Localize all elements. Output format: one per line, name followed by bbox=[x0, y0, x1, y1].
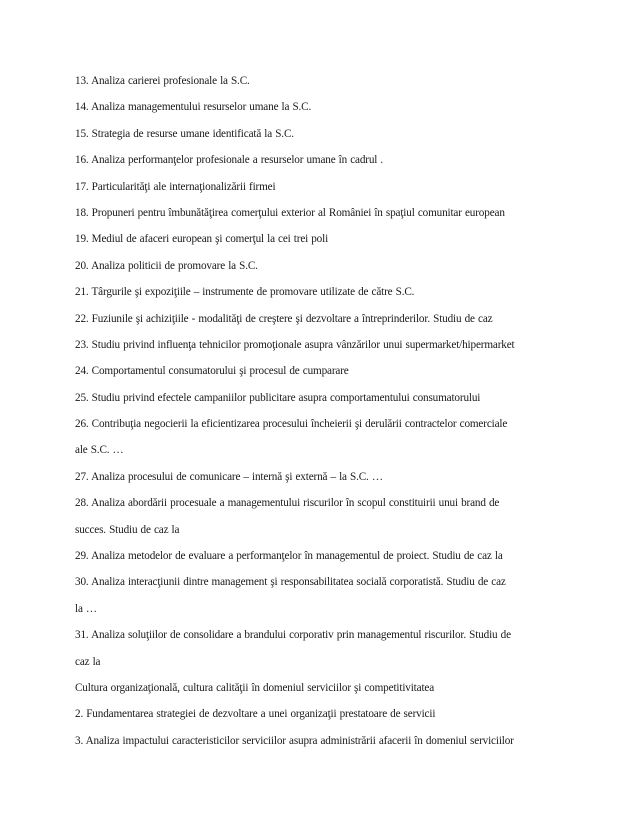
list-item: 19. Mediul de afaceri european şi comerţul la cei trei poli bbox=[75, 233, 329, 246]
list-item: 3. Analiza impactului caracteristicilor serviciilor asupra administrării afacerii în domeniul serviciilor bbox=[75, 734, 514, 747]
list-item: 20. Analiza politicii de promovare la S.C. bbox=[75, 259, 258, 272]
list-item-continuation: ale S.C. … bbox=[75, 444, 124, 457]
list-item: 13. Analiza carierei profesionale la S.C. bbox=[75, 75, 250, 87]
topic-list bbox=[75, 71, 555, 757]
list-item: 26. Contribuţia negocierii la eficientizarea procesului încheierii şi derulării contractelor comerciale bbox=[75, 418, 508, 431]
list-item: 28. Analiza abordării procesuale a managementului riscurilor în scopul constituirii unui brand de bbox=[75, 497, 500, 510]
list-item: 29. Analiza metodelor de evaluare a performanţelor în managementul de proiect. Studiu de caz la bbox=[75, 550, 503, 563]
list-item: 18. Propuneri pentru îmbunătăţirea comerţului exterior al României în spaţiul comunitar european bbox=[75, 206, 505, 219]
list-item-continuation: caz la bbox=[75, 655, 101, 668]
list-item: 16. Analiza performanţelor profesionale a resurselor umane în cadrul . bbox=[75, 154, 384, 167]
list-item: 2. Fundamentarea strategiei de dezvoltare a unei organizaţii prestatoare de servicii bbox=[75, 708, 436, 721]
list-item: 15. Strategia de resurse umane identificată la S.C. bbox=[75, 127, 294, 140]
list-item: 25. Studiu privind efectele campaniilor publicitare asupra comportamentului consumatorului bbox=[75, 391, 481, 404]
list-item: 24. Comportamentul consumatorului şi procesul de cumparare bbox=[75, 365, 349, 378]
list-item: 17. Particularităţi ale internaţionalizării firmei bbox=[75, 180, 276, 193]
list-item: 27. Analiza procesului de comunicare – internă şi externă – la S.C. … bbox=[75, 470, 383, 483]
list-item: 30. Analiza interacţiunii dintre management şi responsabilitatea socială corporatistă. Studiu de caz bbox=[75, 576, 506, 589]
list-item: 31. Analiza soluţiilor de consolidare a brandului corporativ prin managementul riscurilor. Studiu de bbox=[75, 629, 511, 642]
list-item: 21. Târgurile şi expoziţiile – instrumente de promovare utilizate de către S.C. bbox=[75, 286, 415, 299]
list-item: 14. Analiza managementului resurselor umane la S.C. bbox=[75, 101, 312, 114]
list-item-continuation: succes. Studiu de caz la bbox=[75, 523, 180, 536]
list-item: 23. Studiu privind influenţa tehnicilor promoţionale asupra vânzărilor unui supermarket/hipermarket bbox=[75, 338, 515, 351]
list-item-continuation: la … bbox=[75, 602, 97, 615]
list-item: 22. Fuziunile şi achiziţiile - modalităţi de creştere şi dezvoltare a întreprinderilor. Studiu de caz bbox=[75, 312, 493, 325]
section-heading: Cultura organizaţională, cultura calităţii în domeniul serviciilor şi competitivitatea bbox=[75, 681, 435, 694]
